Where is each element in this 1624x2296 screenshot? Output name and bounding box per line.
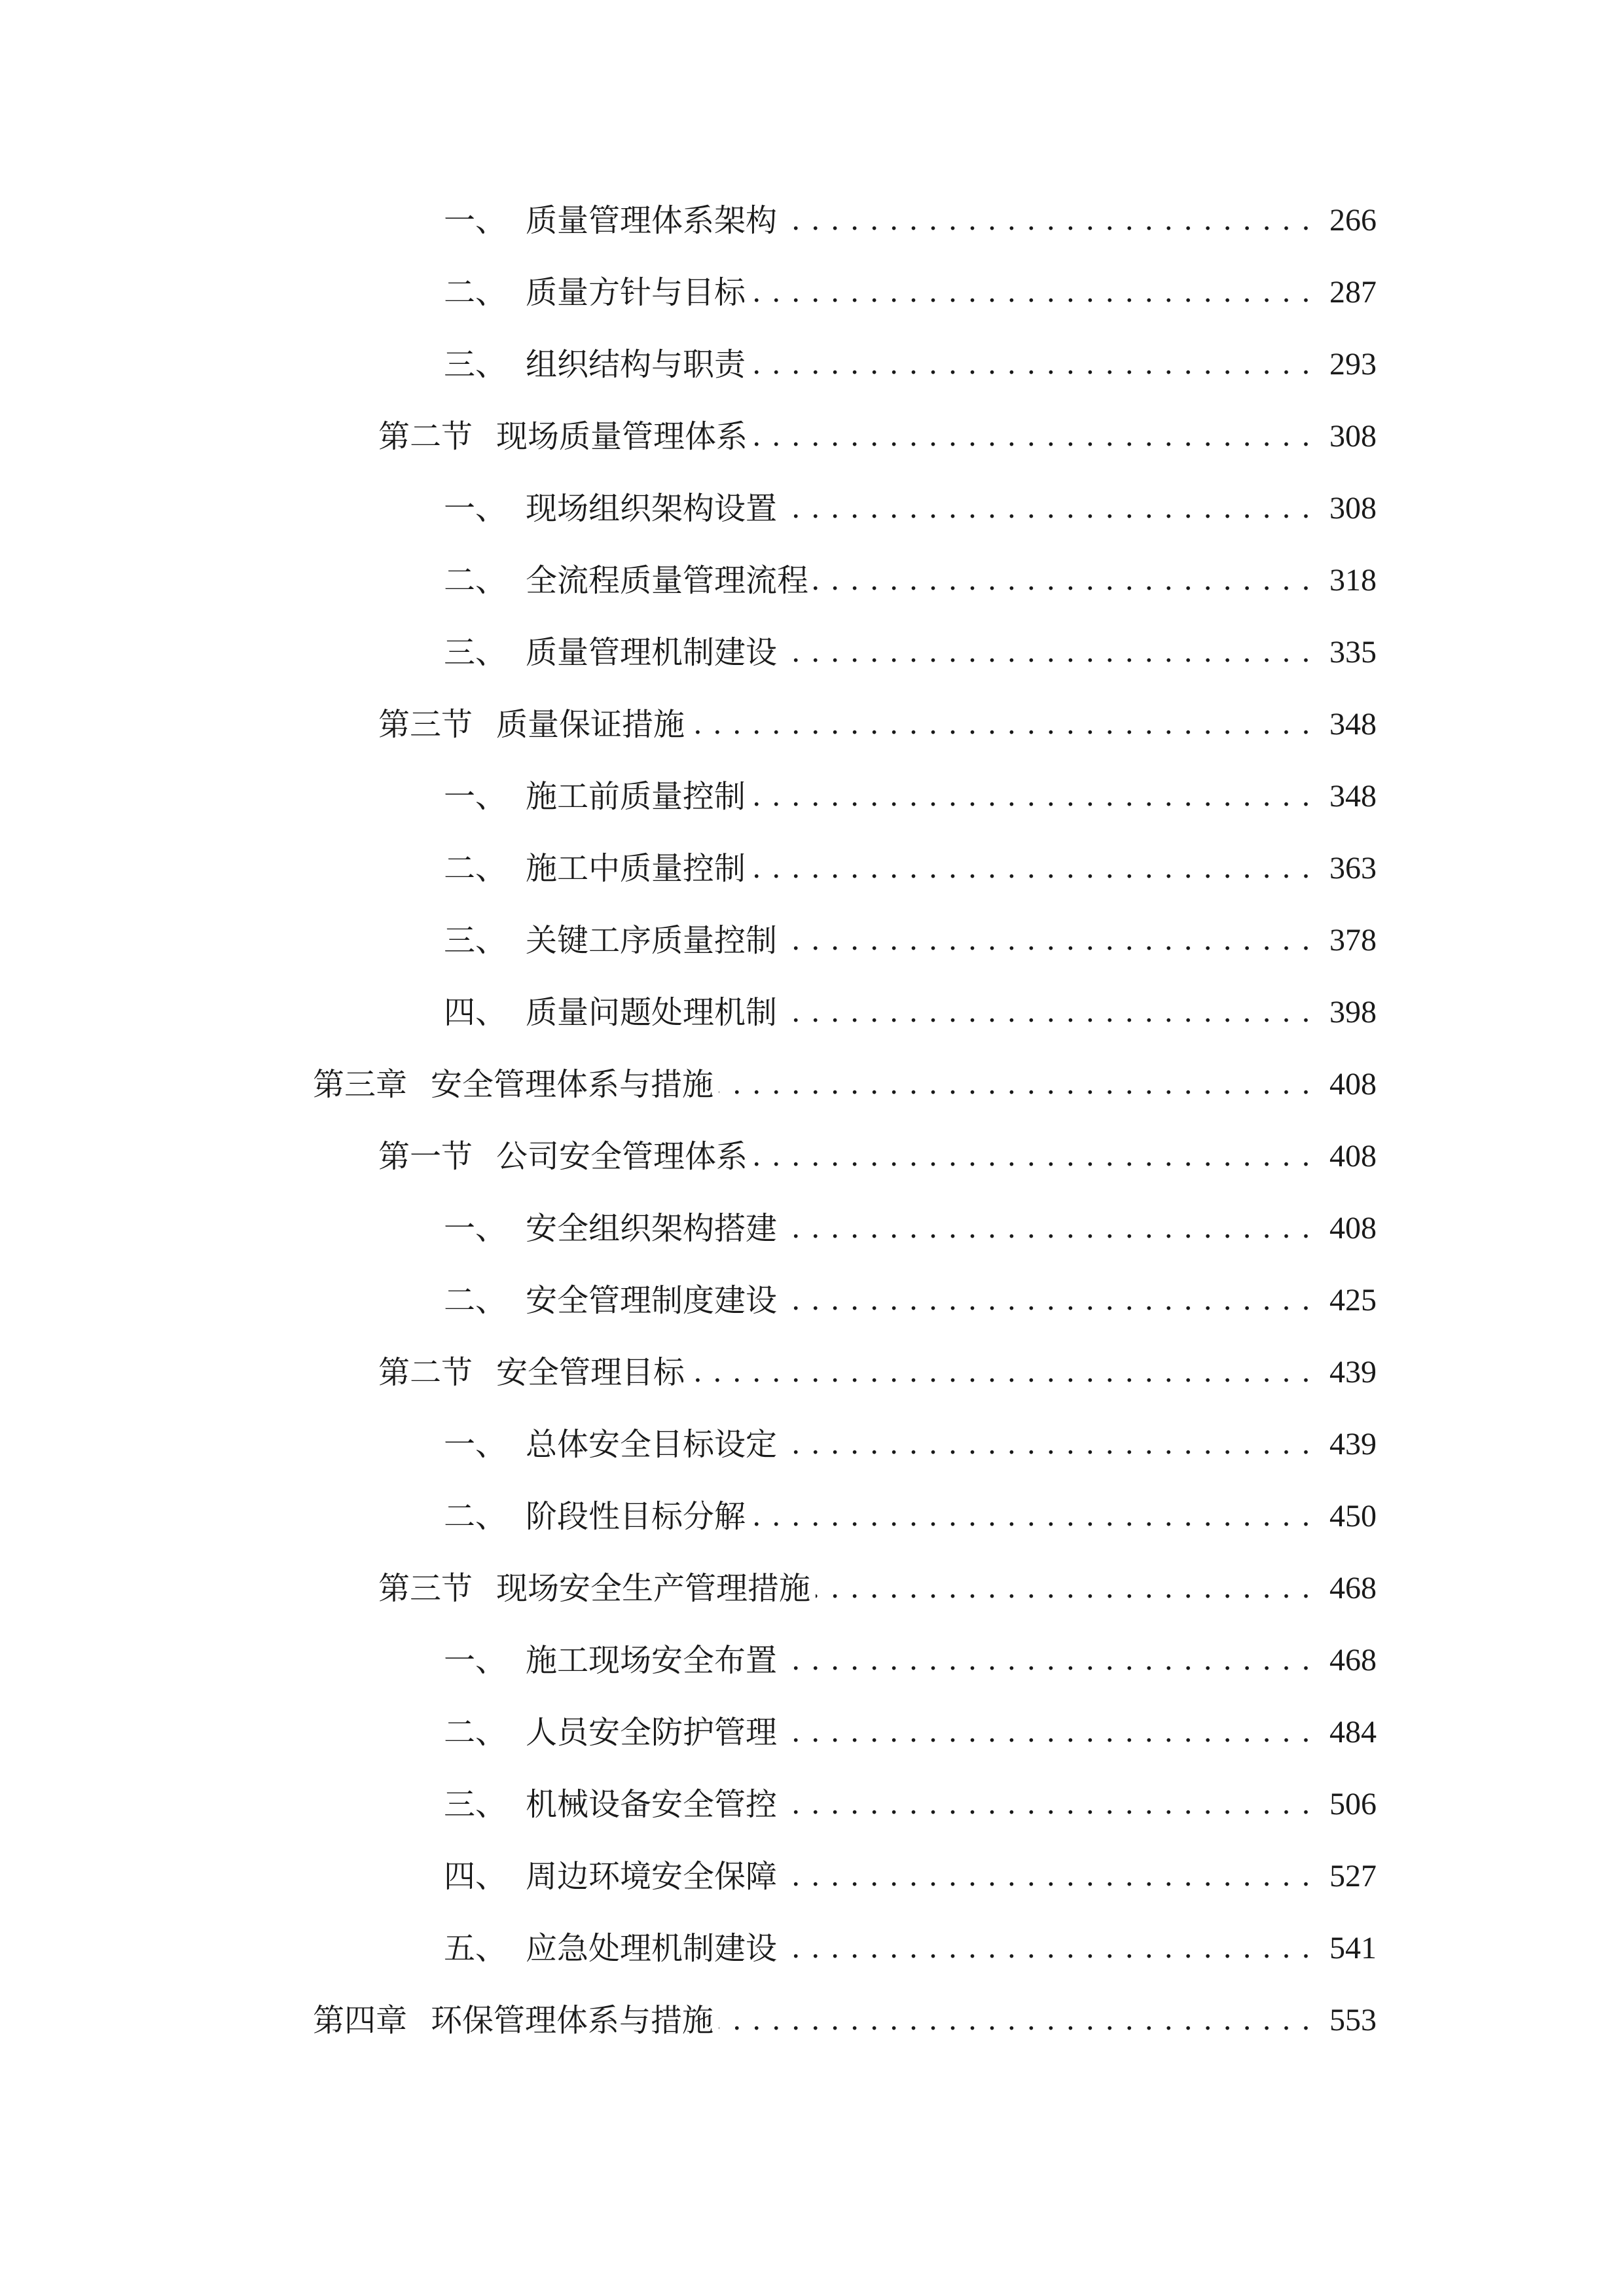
- toc-entry-section[interactable]: [0, 1552, 1624, 1624]
- toc-entry-item[interactable]: [0, 905, 1624, 977]
- dot-leader: [719, 2005, 1311, 2036]
- dot-leader: [782, 1789, 1311, 1820]
- toc-entry-title: 现场组织架构设置: [526, 490, 778, 527]
- toc-entry-number: 二、: [444, 1282, 507, 1319]
- toc-entry-heading: [378, 1138, 748, 1175]
- dot-leader: [751, 853, 1311, 884]
- toc-entry-heading: [444, 346, 746, 383]
- toc-entry-item[interactable]: [0, 1624, 1624, 1696]
- toc-entry-title: 公司安全管理体系: [496, 1138, 748, 1175]
- toc-entry-section[interactable]: [0, 1121, 1624, 1193]
- toc-entry-title: 安全管理体系与措施: [431, 1066, 714, 1103]
- dot-leader: [782, 1861, 1311, 1892]
- toc-entry-heading: [313, 2002, 714, 2039]
- toc-entry-page-number: 398: [1329, 995, 1377, 1030]
- dot-leader: [751, 1501, 1311, 1532]
- toc-entry-item[interactable]: [0, 1265, 1624, 1336]
- toc-entry-heading: [444, 202, 778, 239]
- toc-entry-page-number: 484: [1329, 1715, 1377, 1749]
- dot-leader: [690, 1357, 1311, 1388]
- dot-leader: [753, 421, 1311, 452]
- dot-leader: [814, 565, 1311, 596]
- dot-leader: [782, 205, 1311, 236]
- toc-entry-title: 质量方针与目标: [526, 274, 746, 311]
- toc-entry-page-number: 335: [1329, 635, 1377, 670]
- toc-entry-heading: [378, 418, 748, 455]
- toc-entry-item[interactable]: [0, 977, 1624, 1049]
- toc-entry-title: 周边环境安全保障: [526, 1858, 778, 1895]
- toc-entry-number: 第三章: [313, 1066, 408, 1103]
- toc-entry-page-number: 408: [1329, 1211, 1377, 1246]
- toc-entry-section[interactable]: [0, 401, 1624, 473]
- dot-leader: [690, 709, 1311, 740]
- toc-entry-heading: [444, 490, 778, 527]
- dot-leader: [782, 637, 1311, 668]
- toc-entry-title: 施工中质量控制: [526, 850, 746, 887]
- toc-entry-page-number: 348: [1329, 779, 1377, 814]
- toc-entry-number: 二、: [444, 1498, 507, 1535]
- toc-entry-number: 一、: [444, 1426, 507, 1463]
- toc-entry-heading: [444, 1786, 778, 1823]
- toc-entry-number: 一、: [444, 1642, 507, 1679]
- toc-entry-item[interactable]: [0, 185, 1624, 257]
- dot-leader: [719, 1069, 1311, 1100]
- toc-entry-page-number: 541: [1329, 1931, 1377, 1965]
- toc-entry-item[interactable]: [0, 329, 1624, 401]
- toc-entry-number: 第一节: [378, 1138, 473, 1175]
- table-of-contents: [0, 185, 1624, 2056]
- toc-entry-title: 安全组织架构搭建: [526, 1210, 778, 1247]
- toc-entry-item[interactable]: [0, 1696, 1624, 1768]
- toc-entry-number: 第三节: [378, 1570, 473, 1607]
- toc-entry-heading: [444, 922, 778, 959]
- dot-leader: [782, 1285, 1311, 1316]
- toc-entry-chapter[interactable]: [0, 1049, 1624, 1121]
- toc-entry-section[interactable]: [0, 1336, 1624, 1408]
- toc-entry-heading: [313, 1066, 714, 1103]
- toc-entry-heading: [444, 1714, 778, 1751]
- toc-entry-title: 人员安全防护管理: [526, 1714, 778, 1751]
- toc-entry-heading: [444, 562, 809, 599]
- dot-leader: [782, 1429, 1311, 1460]
- toc-entry-item[interactable]: [0, 257, 1624, 329]
- dot-leader: [782, 1213, 1311, 1244]
- toc-entry-title: 机械设备安全管控: [526, 1786, 778, 1823]
- toc-entry-number: 一、: [444, 1210, 507, 1247]
- toc-entry-title: 应急处理机制建设: [526, 1930, 778, 1967]
- toc-entry-number: 第二节: [378, 418, 473, 455]
- toc-entry-page-number: 506: [1329, 1787, 1377, 1821]
- toc-entry-item[interactable]: [0, 1840, 1624, 1912]
- toc-entry-title: 安全管理制度建设: [526, 1282, 778, 1319]
- toc-entry-page-number: 468: [1329, 1571, 1377, 1605]
- dot-leader: [782, 493, 1311, 524]
- toc-entry-number: 一、: [444, 202, 507, 239]
- toc-entry-chapter[interactable]: [0, 1984, 1624, 2056]
- toc-entry-page-number: 287: [1329, 275, 1377, 310]
- toc-entry-heading: [444, 634, 778, 671]
- toc-entry-title: 环保管理体系与措施: [431, 2002, 714, 2039]
- toc-entry-title: 关键工序质量控制: [526, 922, 778, 959]
- toc-entry-title: 阶段性目标分解: [526, 1498, 746, 1535]
- toc-entry-number: 三、: [444, 346, 507, 383]
- toc-entry-heading: [444, 1930, 778, 1967]
- toc-entry-page-number: 308: [1329, 491, 1377, 526]
- toc-entry-heading: [444, 1498, 746, 1535]
- toc-entry-item[interactable]: [0, 1408, 1624, 1480]
- toc-entry-page-number: 450: [1329, 1499, 1377, 1534]
- toc-entry-heading: [444, 778, 746, 815]
- toc-entry-number: 三、: [444, 634, 507, 671]
- toc-entry-heading: [444, 1210, 778, 1247]
- toc-entry-heading: [444, 1642, 778, 1679]
- toc-entry-heading: [444, 994, 778, 1031]
- toc-entry-heading: [444, 1858, 778, 1895]
- toc-entry-number: 一、: [444, 490, 507, 527]
- toc-entry-title: 总体安全目标设定: [526, 1426, 778, 1463]
- toc-entry-heading: [378, 1354, 685, 1391]
- toc-entry-page-number: 553: [1329, 2003, 1377, 2037]
- toc-entry-item[interactable]: [0, 833, 1624, 905]
- toc-entry-title: 组织结构与职责: [526, 346, 746, 383]
- toc-entry-item[interactable]: [0, 1768, 1624, 1840]
- toc-entry-item[interactable]: [0, 545, 1624, 617]
- dot-leader: [753, 1141, 1311, 1172]
- toc-entry-number: 四、: [444, 1858, 507, 1895]
- toc-entry-number: 四、: [444, 994, 507, 1031]
- toc-entry-section[interactable]: [0, 689, 1624, 761]
- dot-leader: [782, 1645, 1311, 1676]
- toc-entry-title: 质量保证措施: [496, 706, 685, 743]
- toc-entry-page-number: 308: [1329, 419, 1377, 454]
- toc-entry-title: 施工前质量控制: [526, 778, 746, 815]
- toc-entry-title: 现场安全生产管理措施: [496, 1570, 811, 1607]
- toc-entry-title: 质量管理机制建设: [526, 634, 778, 671]
- toc-entry-page-number: 266: [1329, 203, 1377, 238]
- dot-leader: [816, 1573, 1311, 1604]
- toc-entry-item[interactable]: [0, 1912, 1624, 1984]
- toc-entry-item[interactable]: [0, 1193, 1624, 1265]
- toc-entry-title: 质量问题处理机制: [526, 994, 778, 1031]
- dot-leader: [751, 781, 1311, 812]
- toc-entry-heading: [444, 1282, 778, 1319]
- toc-entry-page-number: 439: [1329, 1355, 1377, 1390]
- toc-entry-item[interactable]: [0, 1480, 1624, 1552]
- toc-entry-number: 二、: [444, 1714, 507, 1751]
- dot-leader: [782, 925, 1311, 956]
- toc-entry-heading: [378, 1570, 811, 1607]
- toc-entry-number: 三、: [444, 922, 507, 959]
- toc-entry-page-number: 348: [1329, 707, 1377, 742]
- toc-entry-page-number: 408: [1329, 1139, 1377, 1174]
- toc-entry-number: 第四章: [313, 2002, 408, 2039]
- dot-leader: [782, 1717, 1311, 1748]
- dot-leader: [751, 277, 1311, 308]
- toc-entry-title: 安全管理目标: [496, 1354, 685, 1391]
- toc-entry-number: 第二节: [378, 1354, 473, 1391]
- dot-leader: [751, 349, 1311, 380]
- toc-entry-item[interactable]: [0, 761, 1624, 833]
- toc-entry-number: 五、: [444, 1930, 507, 1967]
- toc-entry-title: 全流程质量管理流程: [526, 562, 809, 599]
- toc-entry-page-number: 318: [1329, 563, 1377, 598]
- toc-entry-item[interactable]: [0, 473, 1624, 545]
- toc-entry-title: 施工现场安全布置: [526, 1642, 778, 1679]
- toc-entry-page-number: 363: [1329, 851, 1377, 886]
- dot-leader: [782, 1933, 1311, 1964]
- toc-entry-title: 质量管理体系架构: [526, 202, 778, 239]
- toc-entry-heading: [444, 1426, 778, 1463]
- toc-entry-page-number: 468: [1329, 1643, 1377, 1677]
- toc-entry-page-number: 439: [1329, 1427, 1377, 1462]
- toc-entry-item[interactable]: [0, 617, 1624, 689]
- dot-leader: [782, 997, 1311, 1028]
- toc-entry-page-number: 425: [1329, 1283, 1377, 1318]
- toc-entry-page-number: 408: [1329, 1067, 1377, 1102]
- toc-entry-page-number: 378: [1329, 923, 1377, 958]
- toc-entry-title: 现场质量管理体系: [496, 418, 748, 455]
- toc-entry-heading: [444, 274, 746, 311]
- toc-entry-page-number: 527: [1329, 1859, 1377, 1893]
- toc-entry-number: 二、: [444, 274, 507, 311]
- toc-entry-number: 二、: [444, 562, 507, 599]
- toc-entry-number: 一、: [444, 778, 507, 815]
- toc-entry-number: 二、: [444, 850, 507, 887]
- toc-entry-heading: [378, 706, 685, 743]
- toc-entry-number: 第三节: [378, 706, 473, 743]
- toc-entry-heading: [444, 850, 746, 887]
- toc-entry-number: 三、: [444, 1786, 507, 1823]
- toc-entry-page-number: 293: [1329, 347, 1377, 382]
